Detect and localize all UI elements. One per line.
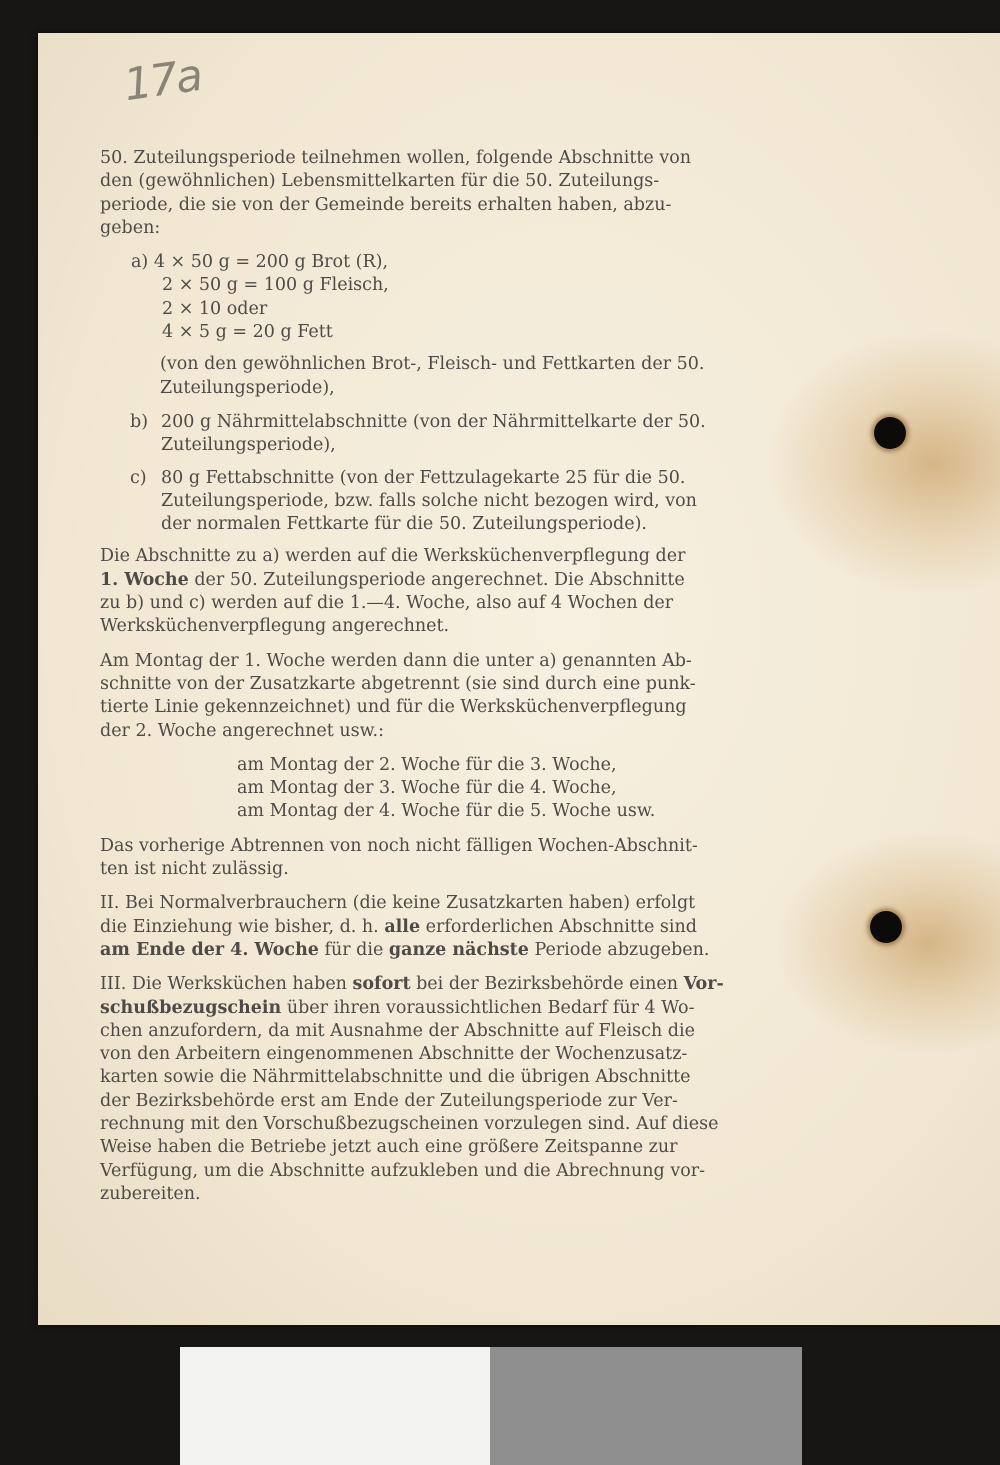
bold-text: Vor- <box>683 974 724 995</box>
bold-text: sofort <box>352 974 411 995</box>
text-line: geben: <box>100 217 161 238</box>
color-reference-grey <box>490 1347 802 1465</box>
bold-text: 1. Woche <box>100 569 189 590</box>
formula-line: 4 × 5 g = 20 g Fett <box>162 322 333 343</box>
water-stain-lower <box>778 833 1000 1053</box>
item-c-text: 80 g Fettabschnitte (von der Fettzulagekarte 25 für die 50. Zuteilungsperiode, bzw. falls solche nicht bezogen wird, von der normalen Fettkarte für die 50. Zuteilungsperiode). <box>161 467 697 535</box>
schedule-line: am Montag der 2. Woche für die 3. Woche, <box>237 754 617 775</box>
formula-line: 2 × 50 g = 100 g Fleisch, <box>162 275 389 296</box>
handwritten-page-number: 17a <box>120 49 205 112</box>
text-line: 50. Zuteilungsperiode teilnehmen wollen, folgende Abschnitte von <box>100 148 692 168</box>
bold-text: schußbezugschein <box>100 997 282 1018</box>
schedule-line: am Montag der 3. Woche für die 4. Woche, <box>237 778 617 799</box>
item-c <box>100 467 810 537</box>
abtrennen-paragraph: Das vorherige Abtrennen von noch nicht fälligen Wochen-Abschnit- ten ist nicht zulässig. <box>100 835 698 880</box>
document-body <box>100 147 810 1217</box>
formula-line: 2 × 10 oder <box>162 298 268 319</box>
section-iii: III. Die Werksküchen haben sofort bei der Bezirksbehörde einen Vor- schußbezugschein über ihren voraussichtlichen Bedarf für 4 Wo- chen anzufordern, da mit Ausnahme der Abschnitte auf Fleisch die von den Arbeitern eingenommenen Abschnitte der Wochenzusatz- karten sowie die Nährmittelabschnitte und die übrigen Abschnitte der Bezirksbehörde erst am Ende der Zuteilungsperiode zur Ver- rechnung mit den Vorschußbezugscheinen vorzulegen sind. Auf diese Weise haben die Betriebe jetzt auch eine größere Zeitspanne zur Verfügung, um die Abschnitte aufzukleben und die Abrechnung vor- zubereiten. <box>100 974 724 1204</box>
document-page <box>38 33 1000 1325</box>
text-line: (von den gewöhnlichen Brot-, Fleisch- und Fettkarten der 50. <box>160 354 705 375</box>
section-ii: II. Bei Normalverbrauchern (die keine Zusatzkarten haben) erfolgt die Einziehung wie bisher, d. h. alle erforderlichen Abschnitte sind am Ende der 4. Woche für die ganze nächste Periode abzugeben. <box>100 893 710 960</box>
montag-paragraph: Am Montag der 1. Woche werden dann die unter a) genannten Ab- schnitte von der Zusatzkarte abgetrennt (sie sind durch eine punk- tierte Linie gekennzeichnet) und für die Werksküchenverpflegung der 2. Woche angerechnet usw.: <box>100 650 696 741</box>
abschnitte-paragraph: Die Abschnitte zu a) werden auf die Werksküchenverpflegung der 1. Woche der 50. Zuteilungsperiode angerechnet. Die Abschnitte zu b) und c) werden auf die 1.—4. Woche, also auf 4 Wochen der Werksküchenverpflegung angerechnet. <box>100 546 686 637</box>
schedule-line: am Montag der 4. Woche für die 5. Woche usw. <box>237 801 656 822</box>
bold-text: alle <box>384 916 421 937</box>
bold-text: ganze nächste <box>388 939 529 960</box>
schedule-list <box>100 754 810 824</box>
color-reference-white <box>180 1347 490 1465</box>
item-a-note <box>100 353 810 400</box>
intro-paragraph <box>100 147 810 240</box>
item-b-label: b) <box>130 411 149 432</box>
text-line: Zuteilungsperiode), <box>160 377 335 398</box>
text-line: periode, die sie von der Gemeinde bereits erhalten haben, abzu- <box>100 194 672 215</box>
formula-line: a) 4 × 50 g = 200 g Brot (R), <box>131 252 389 273</box>
text-line: den (gewöhnlichen) Lebensmittelkarten für die 50. Zuteilungs- <box>100 171 660 192</box>
item-b <box>100 411 810 458</box>
punch-hole-upper <box>874 417 906 449</box>
item-c-label: c) <box>130 467 147 488</box>
item-a-label: a) <box>131 252 149 273</box>
punch-hole-lower <box>870 911 902 943</box>
item-a-formula <box>100 251 810 344</box>
item-b-text: 200 g Nährmittelabschnitte (von der Nährmittelkarte der 50. Zuteilungsperiode), <box>161 411 706 456</box>
bold-text: am Ende der 4. Woche <box>100 939 319 960</box>
